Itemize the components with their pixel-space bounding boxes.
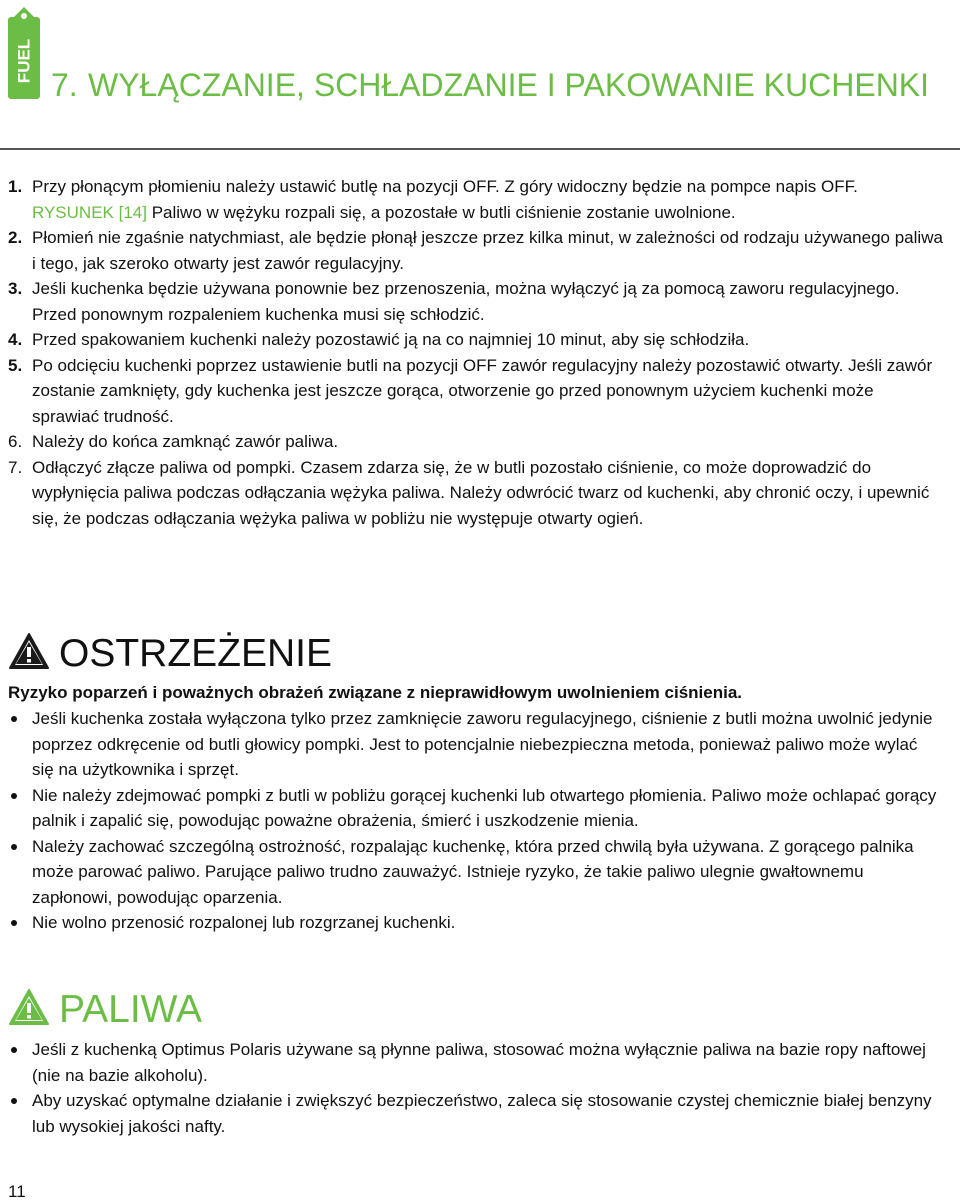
bullet-icon	[11, 793, 17, 799]
step-number: 5.	[8, 355, 23, 375]
fuels-bullet-item	[8, 1088, 943, 1139]
step-text: Płomień nie zgaśnie natychmiast, ale będzie płonął jeszcze przez kilka minut, w zależności od rodzaju używanego paliwa i tego, jak szeroko otwarty jest zawór regulacyjny.	[32, 228, 943, 273]
step-text: Po odcięciu kuchenki poprzez ustawienie butli na pozycji OFF zawór regulacyjny należy pozostawić otwarty. Jeśli zawór zostanie zamknięty, gdy kuchenka jest jeszcze gorąca, otworzenie go przed ponownym użyciem kuchenki może sprawiać trudność.	[32, 355, 933, 426]
fuels-bullet-item	[8, 1037, 943, 1088]
fuels-bullet-text: Aby uzyskać optymalne działanie i zwiększyć bezpieczeństwo, zaleca się stosowanie czystej chemicznie białej benzyny lub wysokiej jakości nafty.	[32, 1091, 932, 1136]
warning-bullet-list	[8, 706, 943, 936]
step-text: Należy do końca zamknąć zawór paliwa.	[32, 432, 339, 451]
title-divider	[0, 148, 960, 150]
warning-header	[8, 632, 708, 684]
warning-bullet-text: Nie należy zdejmować pompki z butli w pobliżu gorącej kuchenki lub otwartego płomienia. Paliwo może ochlapać gorący palnik i zapalić się, powodując poważne obrażenia, śmierć i uszkodzenie mienia.	[32, 785, 937, 830]
section-title	[51, 65, 931, 105]
step-item	[8, 174, 943, 225]
warning-subheading: Ryzyko poparzeń i poważnych obrażeń związane z nieprawidłowym uwolnieniem ciśnienia.	[8, 683, 742, 702]
bullet-icon	[11, 920, 17, 926]
bullet-icon	[11, 716, 17, 722]
step-item	[8, 327, 943, 353]
fuels-heading: PALIWA	[59, 988, 203, 1031]
step-item	[8, 429, 943, 455]
warning-triangle-icon	[8, 988, 50, 1026]
step-item	[8, 455, 943, 532]
fuels-bullet-list	[8, 1037, 943, 1139]
warning-bullet-item	[8, 783, 943, 834]
step-item	[8, 353, 943, 430]
section-number: 7.	[51, 67, 78, 103]
step-number: 6.	[8, 432, 23, 451]
bullet-icon	[11, 1047, 17, 1053]
warning-bullet-item	[8, 834, 943, 911]
step-text-continued: Paliwo w wężyku rozpali się, a pozostałe w butli ciśnienie zostanie uwolnione.	[146, 202, 736, 222]
fuel-tag-label: FUEL	[14, 38, 34, 84]
fuel-tag-icon	[8, 5, 40, 99]
figure-reference: RYSUNEK [14]	[32, 202, 147, 222]
warning-triangle-icon	[8, 632, 50, 670]
warning-bullet-text: Należy zachować szczególną ostrożność, rozpalając kuchenkę, która przed chwilą była używana. Z gorącego palnika może parować paliwo. Parujące paliwo trudno zauważyć. Istnieje ryzyko, że takie paliwo ulegnie gwałtownemu zapłonowi, powodując oparzenia.	[32, 836, 914, 907]
step-item	[8, 276, 943, 327]
step-text: Przy płonącym płomieniu należy ustawić butlę na pozycji OFF. Z góry widoczny będzie na pompce napis OFF.	[32, 177, 858, 196]
step-number: 1.	[8, 177, 23, 196]
fuels-bullet-text: Jeśli z kuchenką Optimus Polaris używane są płynne paliwa, stosować można wyłącznie paliwa na bazie ropy naftowej (nie na bazie alkoholu).	[32, 1040, 926, 1085]
step-number: 3.	[8, 279, 23, 298]
step-number: 4.	[8, 330, 23, 349]
bullet-icon	[11, 844, 17, 850]
warning-bullet-item	[8, 910, 943, 936]
step-number: 7.	[8, 457, 23, 477]
section-title-text: WYŁĄCZANIE, SCHŁADZANIE I PAKOWANIE KUCHENKI	[88, 67, 930, 103]
steps-list	[8, 174, 943, 531]
bullet-icon	[11, 1098, 17, 1104]
warning-heading: OSTRZEŻENIE	[59, 632, 333, 675]
warning-bullet-text: Jeśli kuchenka została wyłączona tylko przez zamknięcie zaworu regulacyjnego, ciśnienie z butli można uwolnić jedynie poprzez odkręcenie od butli głowicy pompki. Jest to potencjalnie niebezpieczna metoda, ponieważ paliwo może wylać się na użytkownika i sprzęt.	[32, 709, 933, 779]
step-number: 2.	[8, 228, 23, 247]
fuels-header	[8, 988, 708, 1040]
warning-bullet-text: Nie wolno przenosić rozpalonej lub rozgrzanej kuchenki.	[32, 913, 456, 932]
warning-bullet-item	[8, 706, 943, 783]
step-item	[8, 225, 943, 276]
step-text: Przed spakowaniem kuchenki należy pozostawić ją na co najmniej 10 minut, aby się schłodziła.	[32, 330, 750, 349]
step-text: Odłączyć złącze paliwa od pompki. Czasem zdarza się, że w butli pozostało ciśnienie, co może doprowadzić do wypłynięcia paliwa podczas odłączania wężyka paliwa. Należy odwrócić twarz od kuchenki, aby chronić oczy, i upewnić się, że podczas odłączania wężyka paliwa w pobliżu nie występuje otwarty ogień.	[32, 457, 930, 528]
step-text: Jeśli kuchenka będzie używana ponownie bez przenoszenia, można wyłączyć ją za pomocą zaworu regulacyjnego. Przed ponownym rozpaleniem kuchenka musi się schłodzić.	[32, 279, 900, 324]
page-number: 11	[8, 1182, 26, 1201]
